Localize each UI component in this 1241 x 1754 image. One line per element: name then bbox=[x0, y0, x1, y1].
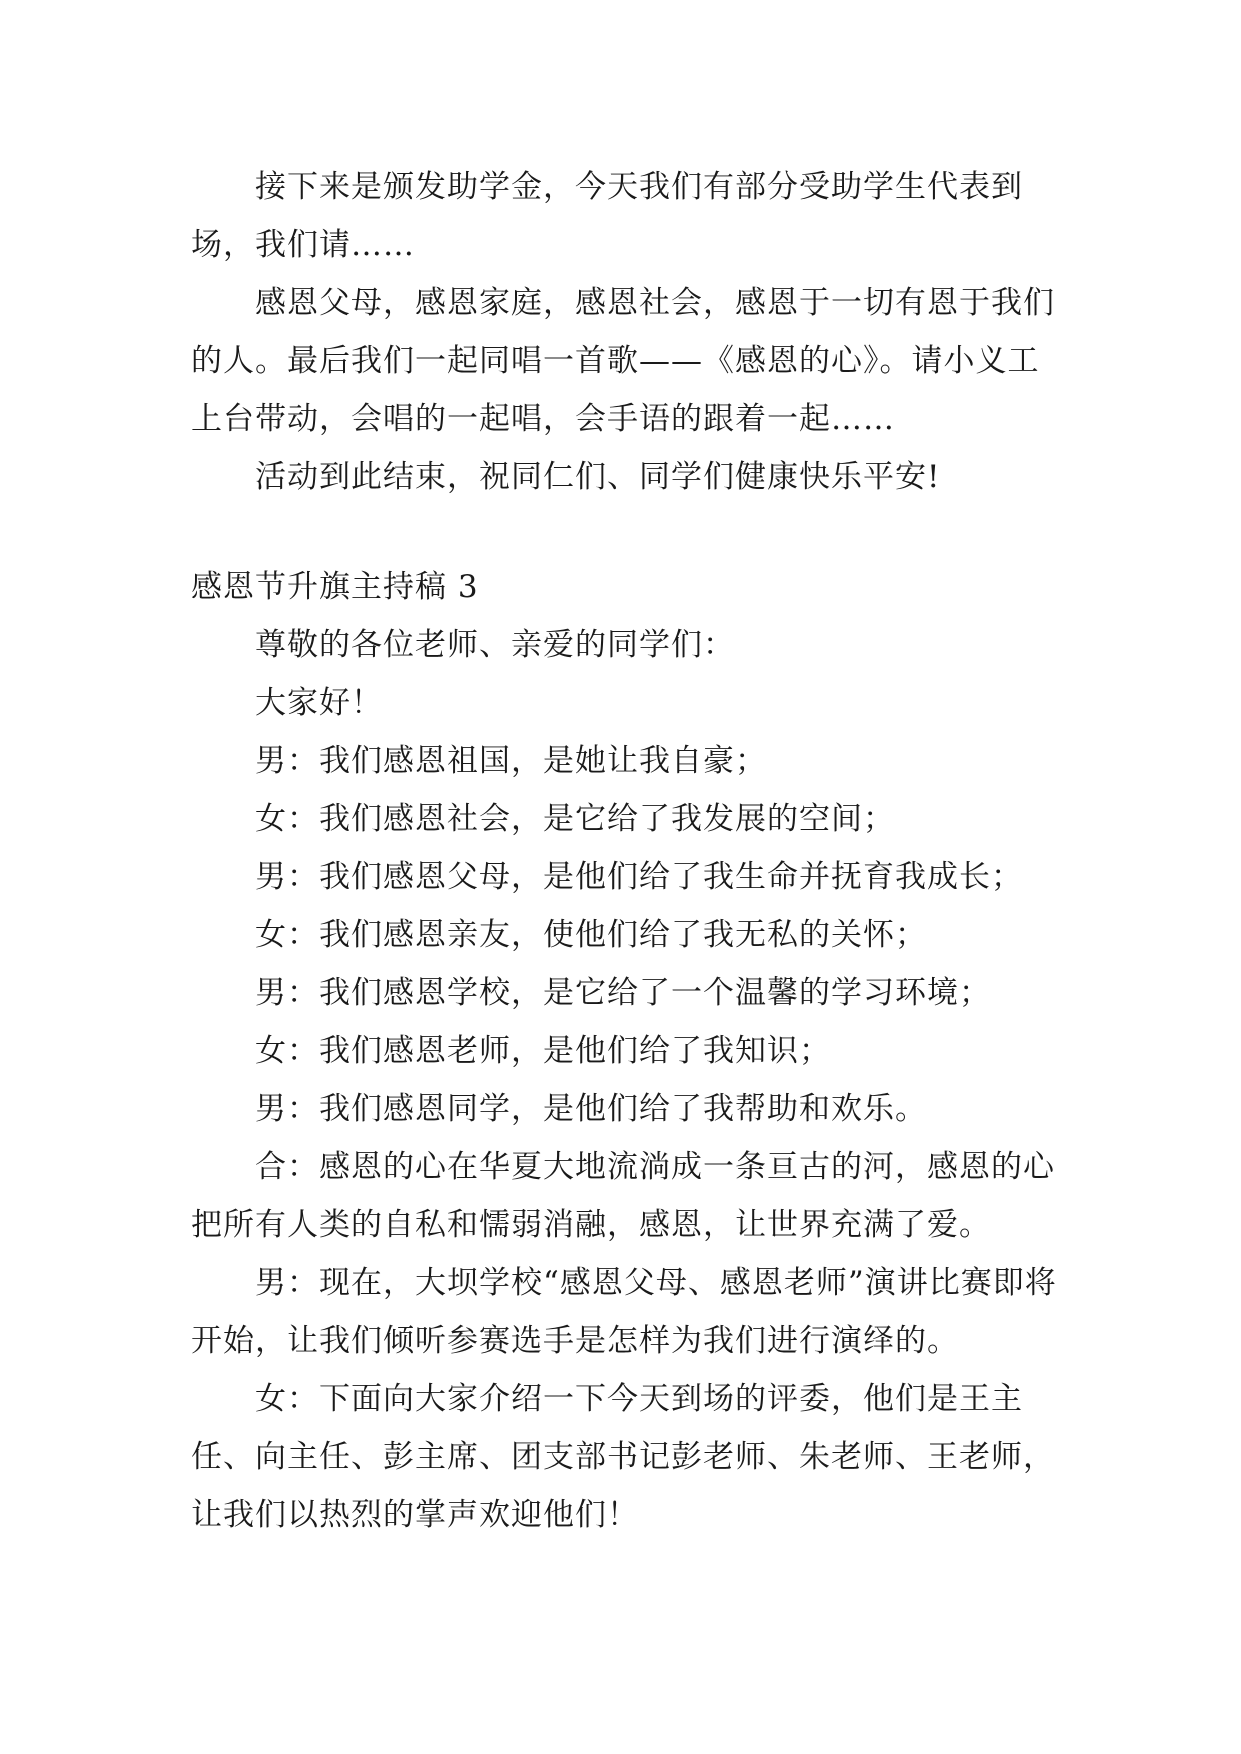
paragraph-grant-award: 接下来是颁发助学金，今天我们有部分受助学生代表到场，我们请…… bbox=[191, 169, 1023, 263]
paragraph-line-motherland: 男：我们感恩祖国，是她让我自豪； bbox=[255, 743, 767, 779]
paragraph-line-society: 女：我们感恩社会，是它给了我发展的空间； bbox=[255, 801, 895, 837]
paragraph-contest-start: 男：现在，大坝学校“感恩父母、感恩老师”演讲比赛即将开始，让我们倾听参赛选手是怎样为我们进行演绎的。 bbox=[191, 1265, 1057, 1359]
paragraph-greeting: 大家好！ bbox=[255, 685, 383, 721]
section-gap bbox=[191, 506, 1061, 558]
paragraph-salutation: 尊敬的各位老师、亲爱的同学们： bbox=[255, 627, 735, 663]
paragraph-line-school: 男：我们感恩学校，是它给了一个温馨的学习环境； bbox=[255, 975, 991, 1011]
paragraph-line-friends: 女：我们感恩亲友，使他们给了我无私的关怀； bbox=[255, 917, 927, 953]
paragraph-judges-intro: 女：下面向大家介绍一下今天到场的评委，他们是王主任、向主任、彭主席、团支部书记彭老师、朱老师、王老师，让我们以热烈的掌声欢迎他们！ bbox=[191, 1381, 1055, 1533]
paragraph-line-together: 合：感恩的心在华夏大地流淌成一条亘古的河，感恩的心把所有人类的自私和懦弱消融，感恩，让世界充满了爱。 bbox=[191, 1149, 1055, 1243]
section-title: 感恩节升旗主持稿 3 bbox=[191, 569, 479, 605]
document-body bbox=[191, 158, 1061, 1544]
paragraph-line-teachers: 女：我们感恩老师，是他们给了我知识； bbox=[255, 1033, 831, 1069]
paragraph-line-classmates: 男：我们感恩同学，是他们给了我帮助和欢乐。 bbox=[255, 1091, 927, 1127]
paragraph-gratitude-song: 感恩父母，感恩家庭，感恩社会，感恩于一切有恩于我们的人。最后我们一起同唱一首歌——《感恩的心》。请小义工上台带动，会唱的一起唱，会手语的跟着一起…… bbox=[191, 285, 1055, 437]
paragraph-line-parents: 男：我们感恩父母，是他们给了我生命并抚育我成长； bbox=[255, 859, 1023, 895]
paragraph-closing: 活动到此结束，祝同仁们、同学们健康快乐平安! bbox=[255, 459, 941, 495]
